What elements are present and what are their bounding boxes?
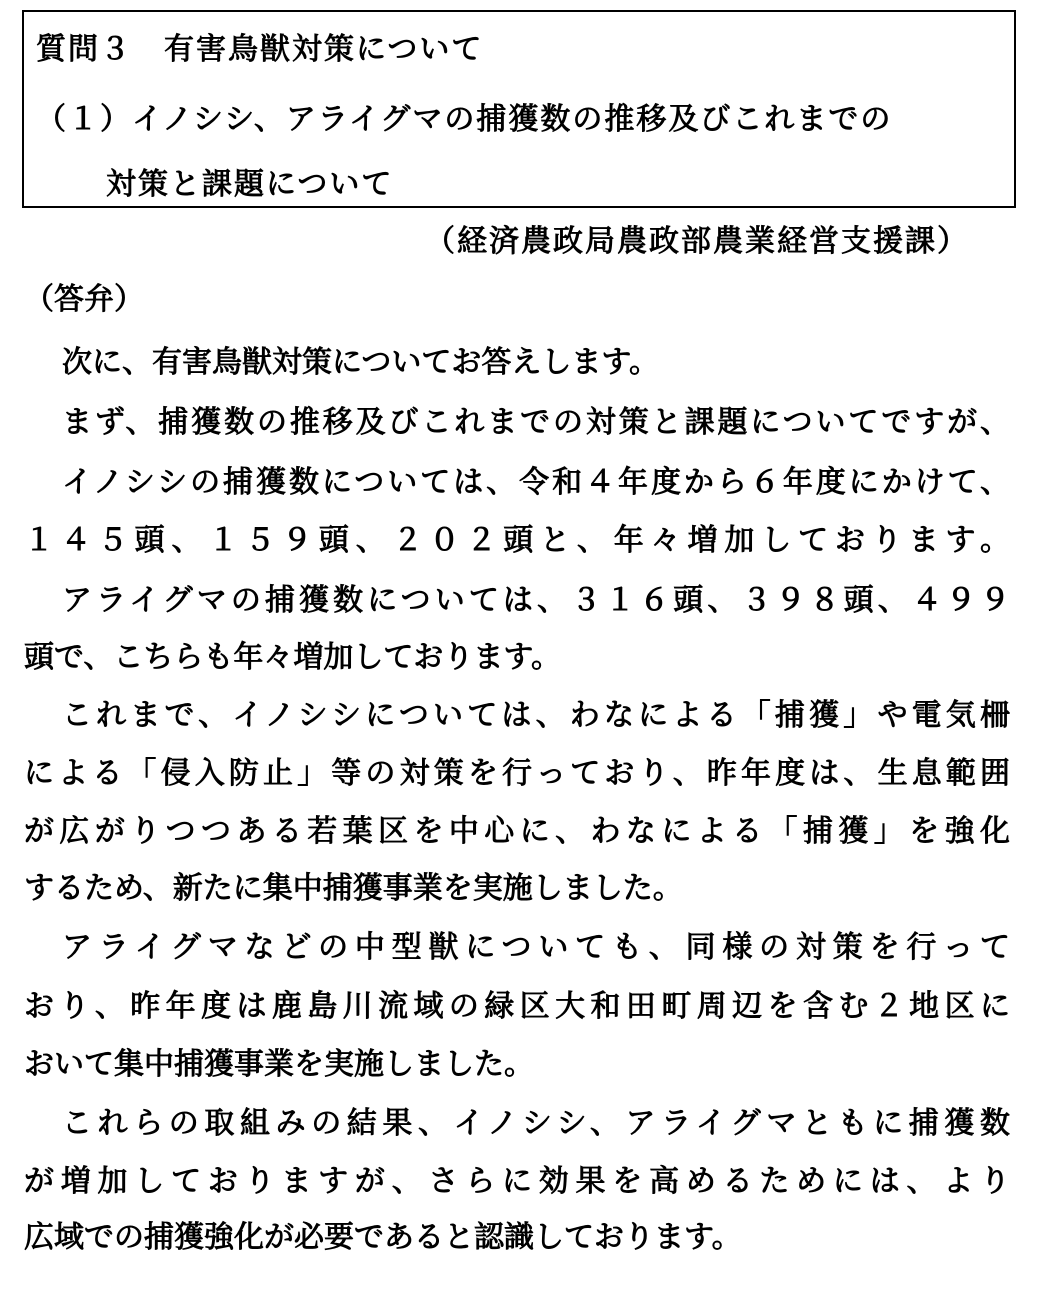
answer-line: 頭で、こちらも年々増加しております。 [24, 640, 561, 675]
answer-line: による「侵入防止」等の対策を行っており、昨年度は、生息範囲 [24, 756, 1010, 791]
answer-line: 次に、有害鳥獣対策についてお答えします。 [62, 345, 659, 380]
answer-line: おり、昨年度は鹿島川流域の緑区大和田町周辺を含む２地区に [24, 989, 1010, 1024]
answer-line: アライグマなどの中型獣についても、同様の対策を行って [62, 930, 1010, 965]
answer-line: １４５頭、１５９頭、２０２頭と、年々増加しております。 [24, 523, 1010, 558]
answer-line: するため、新たに集中捕獲事業を実施しました。 [24, 871, 683, 906]
answer-label: （答弁） [24, 282, 144, 317]
question-subtitle-continued: 対策と課題について [106, 167, 394, 202]
answer-line: が増加しておりますが、さらに効果を高めるためには、より [24, 1164, 1010, 1199]
answer-line: これらの取組みの結果、イノシシ、アライグマともに捕獲数 [62, 1106, 1010, 1141]
answer-line: これまで、イノシシについては、わなによる「捕獲」や電気柵 [62, 698, 1010, 733]
answer-line: イノシシの捕獲数については、令和４年度から６年度にかけて、 [62, 465, 1010, 500]
department-name: （経済農政局農政部農業経営支援課） [425, 224, 969, 259]
answer-line: おいて集中捕獲事業を実施しました。 [24, 1047, 534, 1082]
answer-line: が広がりつつある若葉区を中心に、わなによる「捕獲」を強化 [24, 814, 1010, 849]
answer-line: アライグマの捕獲数については、３１６頭、３９８頭、４９９ [62, 583, 1010, 618]
answer-line: まず、捕獲数の推移及びこれまでの対策と課題についてですが、 [62, 405, 1010, 440]
answer-line: 広域での捕獲強化が必要であると認識しております。 [24, 1220, 742, 1255]
question-title: 質問３ 有害鳥獣対策について [36, 32, 484, 67]
question-subtitle: （１）イノシシ、アライグマの捕獲数の推移及びこれまでの [36, 102, 893, 137]
